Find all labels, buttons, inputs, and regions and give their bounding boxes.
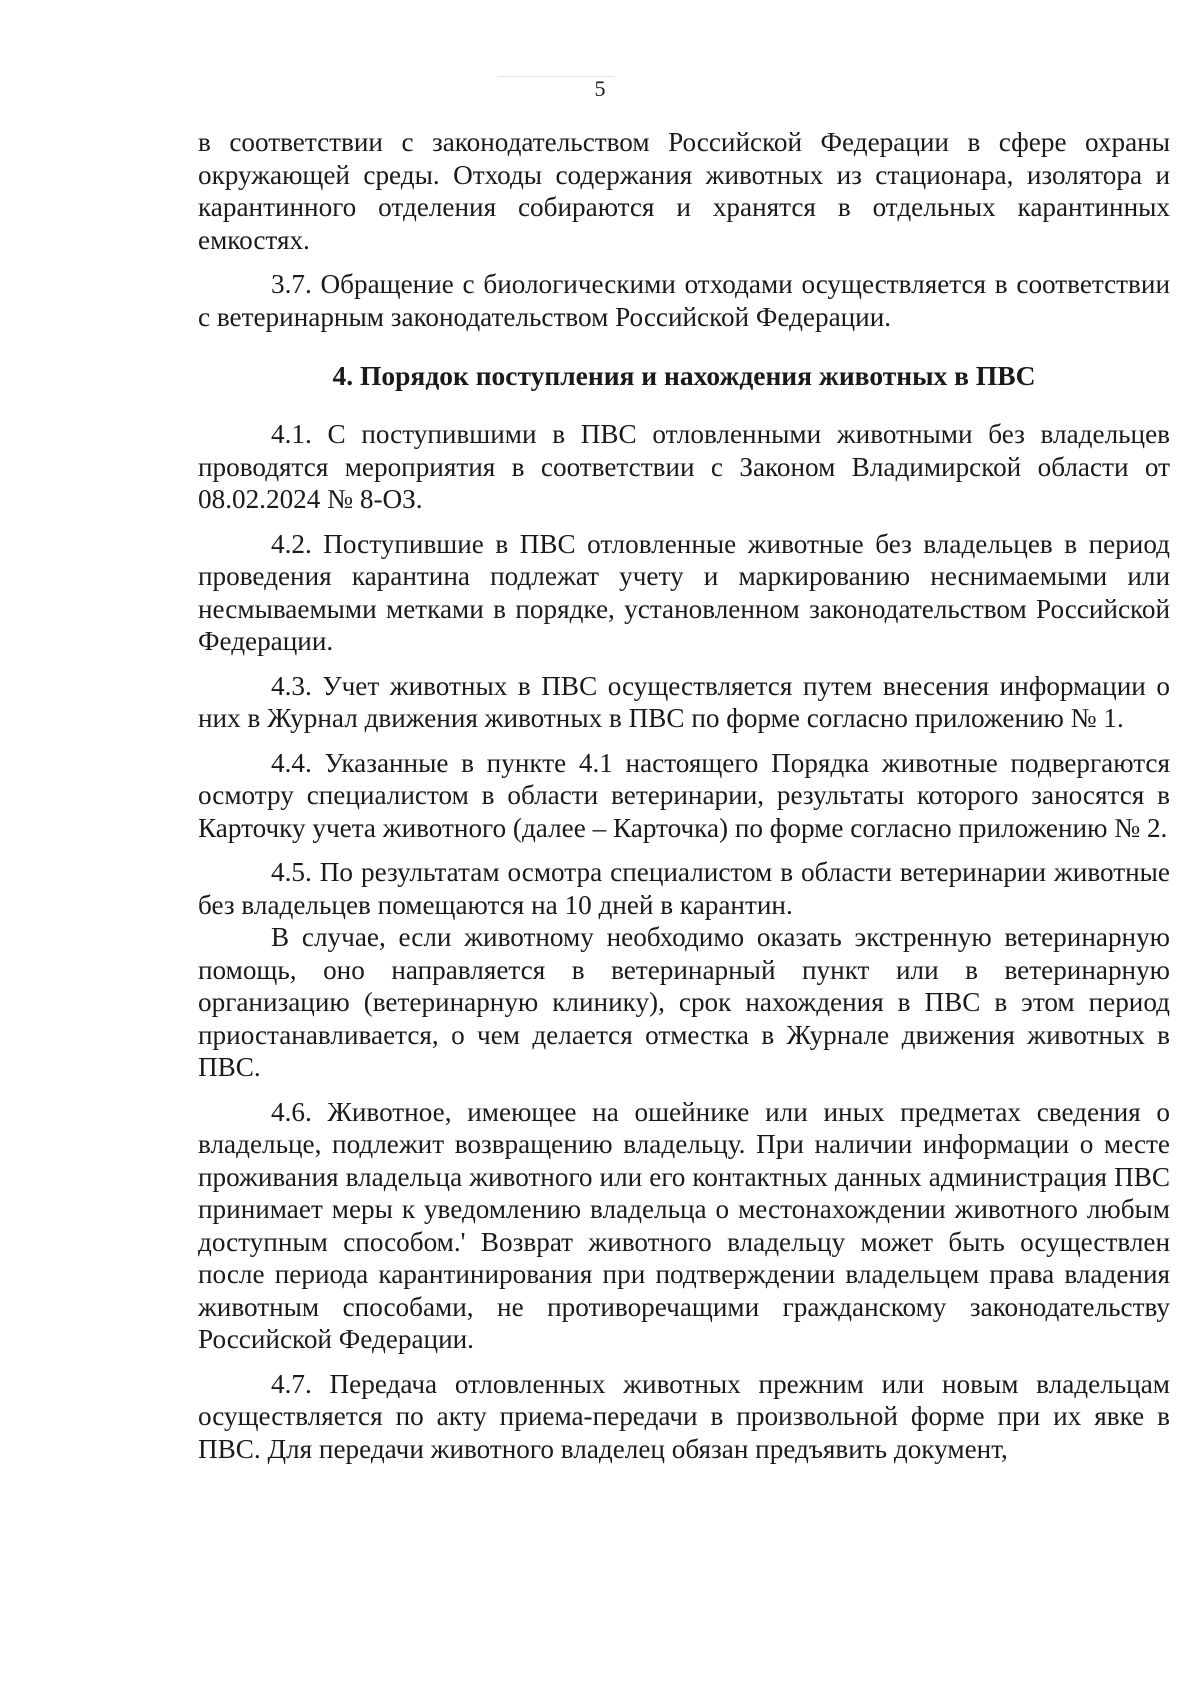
paragraph-4-2: 4.2. Поступившие в ПВС отловленные животные без владельцев в период проведения карантина подлежат учету и маркированию неснимаемыми или несмываемыми метками в порядке, установленном законодательством Российской Федерации. bbox=[198, 528, 1170, 656]
page-number: 5 bbox=[594, 76, 606, 101]
paragraph-4-7: 4.7. Передача отловленных животных прежним или новым владельцам осуществляется по акту приема-передачи в произвольной форме при их явке в ПВС. Для передачи животного владелец обязан предъявить документ, bbox=[198, 1368, 1170, 1464]
paragraph-3-7: 3.7. Обращение с биологическими отходами осуществляется в соответствии с ветеринарным законодательством Российской Федерации. bbox=[198, 269, 1170, 332]
paragraph-4-4: 4.4. Указанные в пункте 4.1 настоящего Порядка животные подвергаются осмотру специалистом в области ветеринарии, результаты которого заносятся в Карточку учета животного (далее – Карточка) по форме согласно приложению № 2. bbox=[198, 747, 1170, 843]
paragraph-4-6: 4.6. Животное, имеющее на ошейнике или иных предметах сведения о владельце, подлежит возвращению владельцу. При наличии информации о месте проживания владельца животного или его контактных данных администрация ПВС принимает меры к уведомлению владельца о местонахождении животного любым доступным способом.' Возврат животного владельцу может быть осуществлен после периода карантинирования при подтверждении владельцем права владения животным способами, не противоречащими гражданскому законодательству Российской Федерации. bbox=[198, 1096, 1170, 1354]
paragraph-4-5: 4.5. По результатам осмотра специалистом в области ветеринарии животные без владельцев помещаются на 10 дней в карантин. bbox=[198, 857, 1170, 920]
paragraph-continuation: в соответствии с законодательством Российской Федерации в сфере охраны окружающей среды. Отходы содержания животных из стационара, изолятора и карантинного отделения собираются и хранятся в отдельных карантинных емкостях. bbox=[198, 127, 1170, 255]
paragraph-4-5-emergency: В случае, если животному необходимо оказать экстренную ветеринарную помощь, оно направляется в ветеринарный пункт или в ветеринарную организацию (ветеринарную клинику), срок нахождения в ПВС в этом период приостанавливается, о чем делается отместка в Журнале движения животных в ПВС. bbox=[198, 922, 1170, 1082]
paragraph-4-1: 4.1. С поступившими в ПВС отловленными животными без владельцев проводятся мероприятия в соответствии с Законом Владимирской области от 08.02.2024 № 8-ОЗ. bbox=[198, 419, 1170, 514]
paragraph-4-3: 4.3. Учет животных в ПВС осуществляется путем внесения информации о них в Журнал движения животных в ПВС по форме согласно приложению № 1. bbox=[198, 670, 1170, 733]
document-body bbox=[198, 126, 1170, 1477]
section-heading: 4. Порядок поступления и нахождения животных в ПВС bbox=[332, 360, 1036, 391]
